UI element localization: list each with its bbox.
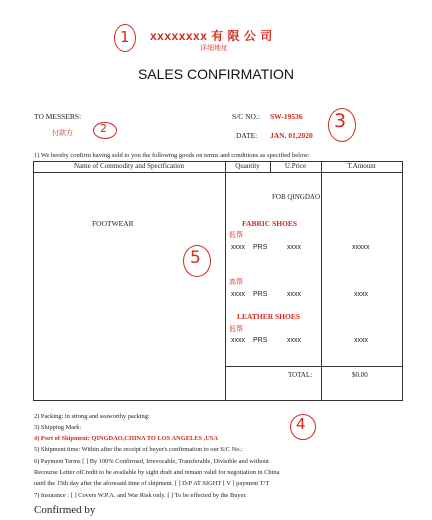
header-unit-price: U.Price <box>284 162 307 170</box>
item-unit: PRS <box>253 337 268 344</box>
annotation-number-1: 1 <box>120 28 130 46</box>
sc-no-label: S/C NO.: <box>232 112 260 121</box>
item-sub: 低帮 <box>229 326 243 333</box>
item-qty: xxxx <box>231 291 245 298</box>
item-unit: PRS <box>253 291 268 298</box>
term-shipment-time: 5) Shipment time: Within after the receipt of buyer's confirmation to our S/C No.: <box>34 446 243 453</box>
term-shipping-mark: 3) Shipping Mark: <box>34 424 82 431</box>
header-quantity: Quantity <box>235 162 260 170</box>
confirmed-by-label: Confirmed by <box>34 504 96 516</box>
company-name: xxxxxxxx 有 限 公 司 <box>150 29 273 43</box>
item-amount: xxxx <box>354 291 368 298</box>
item-unit: PRS <box>253 244 268 251</box>
item-price: xxxx <box>287 244 301 251</box>
annotation-number-3: 3 <box>334 110 347 132</box>
term-port-of-shipment: 4) Port of Shipment: QINGDAO,CHINA TO LOS ANGELES ,USA <box>34 435 219 442</box>
term-payment-cont-2: until the 15th day after the aforesaid time of shipment. [ ] D/P AT SIGHT [ V ] payment T/T <box>34 480 270 487</box>
term-payment-cont-1: Recourse Letter ofCredit to be available by sight draft and remain valid for negotiation in China <box>34 469 280 476</box>
to-messers-label: TO MESSERS: <box>34 112 82 121</box>
annotation-number-4: 4 <box>296 415 306 433</box>
item-amount: xxxxx <box>352 244 370 251</box>
annotation-number-2: 2 <box>100 122 107 135</box>
item-amount: xxxx <box>354 337 368 344</box>
item-sub: 高帮 <box>229 279 243 286</box>
item-sub: 低帮 <box>229 232 243 239</box>
payer-label: 付款方 <box>52 130 73 137</box>
annotation-number-5: 5 <box>190 248 201 268</box>
term-payment: 6) Payment Terms [ ] By 100% Confirmed, Irrevocable, Transferable, Divisible and without <box>34 458 269 465</box>
company-address: 详细地址 <box>200 45 228 52</box>
total-value: $0.00 <box>352 371 368 379</box>
item-qty: xxxx <box>231 244 245 251</box>
date-label: DATE: <box>236 131 258 140</box>
page-title: SALES CONFIRMATION <box>137 66 295 82</box>
sc-no-value: SW-19536 <box>270 112 303 121</box>
item-qty: xxxx <box>231 337 245 344</box>
item-name: LEATHER SHOES <box>237 312 301 321</box>
term-insurance: 7) Insurance : [ ] Covers W.P.A. and War Risk only. [ ] To be effected by the Buyer. <box>34 492 247 499</box>
commodity-name: FOOTWEAR <box>92 219 134 228</box>
intro-text: 1) We hereby confirm having sold to you the following goods on terms and conditions as specified below: <box>34 152 310 159</box>
trade-terms: FOB QINGDAO <box>272 193 321 201</box>
header-total-amount: T.Amount <box>347 162 376 170</box>
date-value: JAN. 01,2020 <box>270 131 313 140</box>
total-label: TOTAL: <box>288 371 313 379</box>
item-price: xxxx <box>287 291 301 298</box>
item-name: FABRIC SHOES <box>242 219 298 228</box>
header-commodity: Name of Commodity and Specification <box>73 162 185 170</box>
term-packing: 2) Packing: in strong and seaworthy packing: <box>34 413 150 420</box>
item-price: xxxx <box>287 337 301 344</box>
